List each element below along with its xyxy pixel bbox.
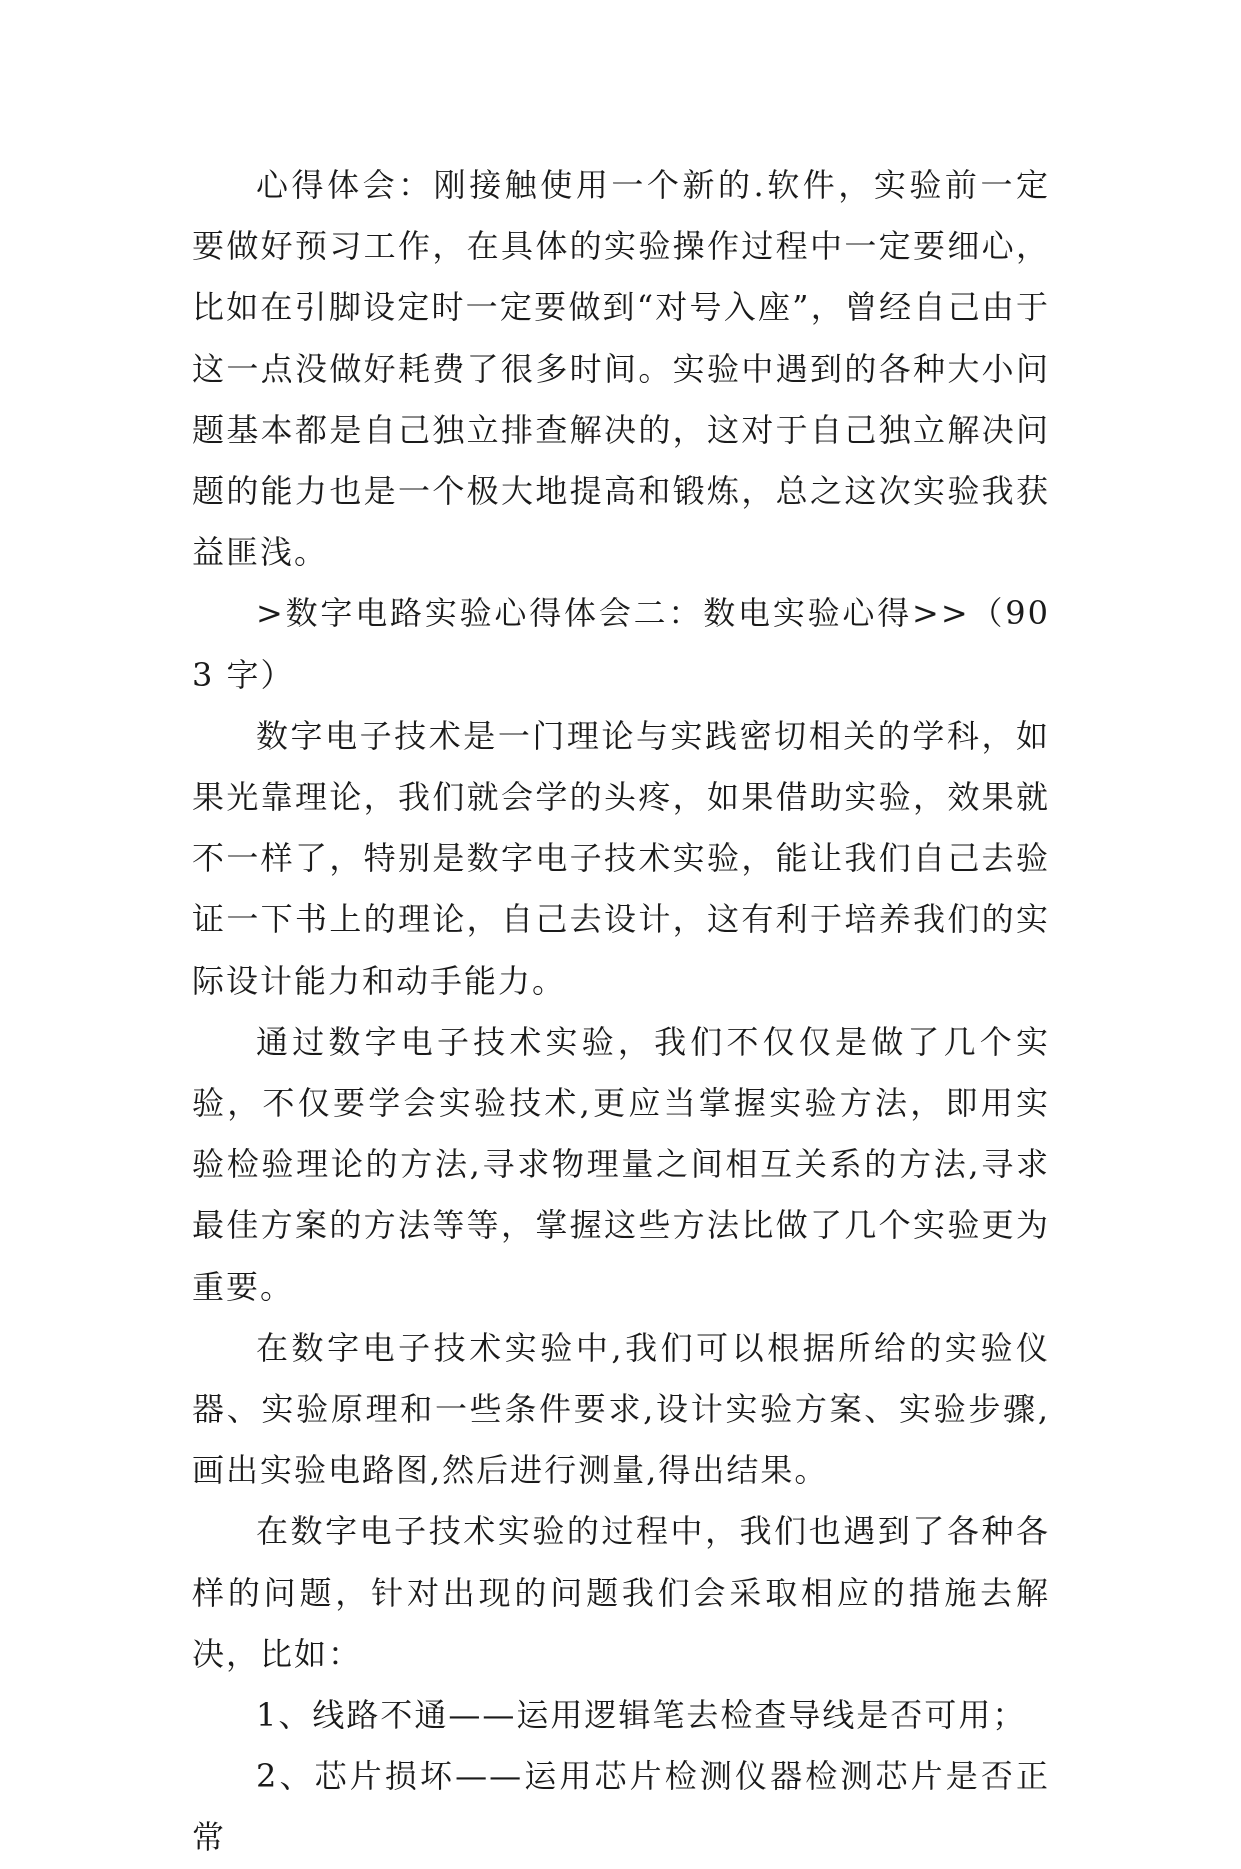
paragraph-design: 在数字电子技术实验中,我们可以根据所给的实验仪器、实验原理和一些条件要求,设计实验方案、实验步骤,画出实验电路图,然后进行测量,得出结果。 xyxy=(192,1328,1050,1490)
paragraph-reflection: 心得体会：刚接触使用一个新的.软件，实验前一定要做好预习工作，在具体的实验操作过程中一定要细心，比如在引脚设定时一定要做到“对号入座”，曾经自己由于这一点没做好耗费了很多时间。实验中遇到的各种大小问题基本都是自己独立排查解决的，这对于自己独立解决问题的能力也是一个极大地提高和锻炼，总之这次实验我获益匪浅。 xyxy=(192,166,1050,572)
section-heading-link[interactable]: >数字电路实验心得体会二：数电实验心得>>（903 字） xyxy=(192,594,1050,694)
body-text xyxy=(192,155,1050,1869)
list-item-2: 2、芯片损坏——运用芯片检测仪器检测芯片是否正常 xyxy=(192,1757,1050,1857)
paragraph-problems: 在数字电子技术实验的过程中，我们也遇到了各种各样的问题，针对出现的问题我们会采取相应的措施去解决，比如： xyxy=(192,1512,1050,1673)
list-item-1: 1、线路不通——运用逻辑笔去检查导线是否可用； xyxy=(256,1696,1027,1735)
paragraph-intro: 数字电子技术是一门理论与实践密切相关的学科，如果光靠理论，我们就会学的头疼，如果借助实验，效果就不一样了，特别是数字电子技术实验，能让我们自己去验证一下书上的理论，自己去设计，这有利于培养我们的实际设计能力和动手能力。 xyxy=(192,716,1050,1000)
paragraph-methods: 通过数字电子技术实验，我们不仅仅是做了几个实验，不仅要学会实验技术,更应当掌握实验方法，即用实验检验理论的方法,寻求物理量之间相互关系的方法,寻求最佳方案的方法等等，掌握这些方法比做了几个实验更为重要。 xyxy=(192,1022,1050,1306)
